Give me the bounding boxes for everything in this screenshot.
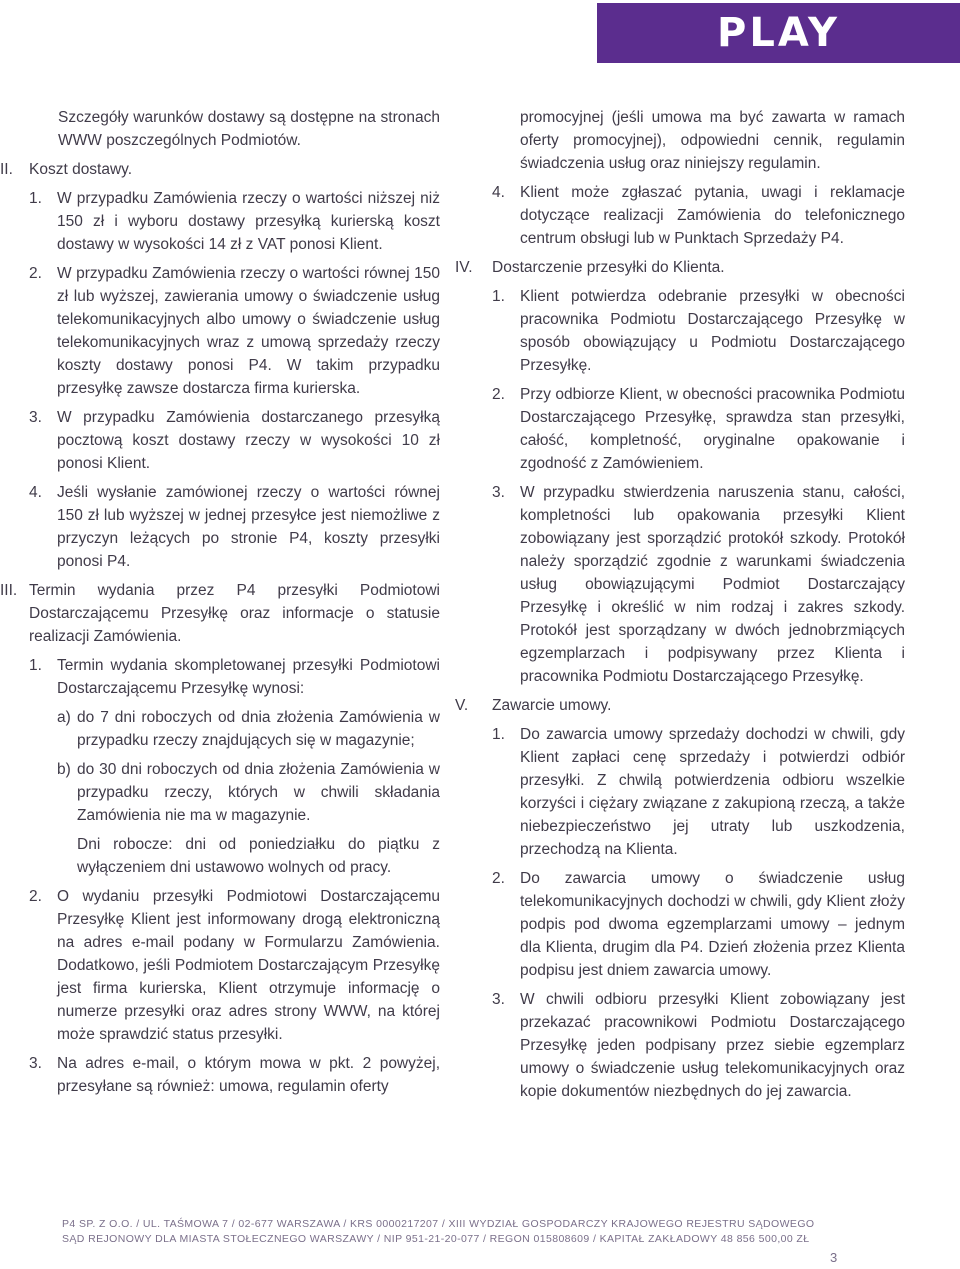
section-number: IV.	[455, 259, 473, 276]
company-footer	[62, 1217, 814, 1247]
item-number: 1.	[492, 726, 505, 743]
section-5-items	[455, 723, 905, 1103]
play-logo	[597, 3, 960, 63]
item-text: Przy odbiorze Klient, w obecności pracownika Podmiotu Dostarczającego Przesyłkę, sprawdza stan przesyłki, całość, kompletność, oryginalne opakowanie i zgodność z Zamówieniem.	[520, 386, 905, 472]
item-text: W chwili odbioru przesyłki Klient zobowiązany jest przekazać pracownikowi Podmiotu Dostarczającego Przesyłkę jeden podpisany przez siebie egzemplarz umowy o świadczenie usług telekomunikacyjnych oraz kopie dokumentów niezbędnych do jej zawarcia.	[520, 991, 905, 1100]
list-item	[492, 383, 905, 475]
item-number: 4.	[29, 484, 42, 501]
page-number: 3	[830, 1250, 838, 1265]
continued-text: promocyjnej (jeśli umowa ma być zawarta w ramach oferty promocyjnej), odpowiedni cennik, regulamin świadczenia usług oraz niniejszy regulamin.	[520, 109, 905, 172]
section-number: III.	[0, 582, 18, 599]
section-4-heading	[455, 256, 905, 279]
section-title: Zawarcie umowy.	[492, 697, 612, 714]
section-3-heading	[0, 579, 440, 648]
item-text: Termin wydania skompletowanej przesyłki Podmiotowi Dostarczającemu Przesyłkę wynosi:	[57, 657, 440, 697]
footer-line-2: SĄD REJONOWY DLA MIASTA STOŁECZNEGO WARSZAWY / NIP 951-21-20-077 / REGON 015808609 / KAPITAŁ ZAKŁADOWY 48 856 500,00 ZŁ	[62, 1233, 810, 1245]
section-2-items	[0, 187, 440, 573]
section-3-items	[0, 654, 440, 1098]
list-item	[29, 654, 440, 700]
item-text: do 7 dni roboczych od dnia złożenia Zamówienia w przypadku rzeczy znajdujących się w magazynie;	[77, 709, 440, 749]
item-number: 3.	[492, 484, 505, 501]
item-number: 1.	[29, 657, 42, 674]
item-letter: a)	[57, 709, 71, 726]
list-item	[29, 1052, 440, 1098]
section-5-heading	[455, 694, 905, 717]
section-number: II.	[0, 161, 13, 178]
item-number: 2.	[29, 265, 42, 282]
item-number: 3.	[29, 1055, 42, 1072]
item-letter: b)	[57, 761, 71, 778]
lettered-item	[57, 758, 440, 827]
item-number: 4.	[492, 184, 505, 201]
list-item	[492, 481, 905, 688]
item-number: 3.	[29, 409, 42, 426]
list-item	[29, 885, 440, 1046]
item-text: W przypadku Zamówienia rzeczy o wartości niższej niż 150 zł i wyboru dostawy przesyłką kurierską koszt dostawy w wysokości 14 zł z VAT ponosi Klient.	[57, 190, 440, 253]
section-title: Dostarczenie przesyłki do Klienta.	[492, 259, 725, 276]
list-item	[492, 988, 905, 1103]
list-item	[29, 406, 440, 475]
workdays-note	[57, 833, 440, 879]
note-text: Dni robocze: dni od poniedziałku do piątku z wyłączeniem dni ustawowo wolnych od pracy.	[77, 836, 440, 876]
item-number: 3.	[492, 991, 505, 1008]
item-text: Jeśli wysłanie zamówionej rzeczy o wartości równej 150 zł lub wyższej w jednej przesyłce jest niemożliwe z przyczyn leżących po stronie P4, koszty przesyłki ponosi P4.	[57, 484, 440, 570]
item-text: Klient może zgłaszać pytania, uwagi i reklamacje dotyczące realizacji Zamówienia do telefonicznego centrum obsługi lub w Punktach Sprzedaży P4.	[520, 184, 905, 247]
item-number: 2.	[29, 888, 42, 905]
section-2-heading	[0, 158, 440, 181]
item-number: 2.	[492, 870, 505, 887]
right-column	[455, 106, 905, 1109]
item-number: 2.	[492, 386, 505, 403]
section-number: V.	[455, 697, 469, 714]
item-number: 1.	[29, 190, 42, 207]
list-item	[29, 481, 440, 573]
item-number: 1.	[492, 288, 505, 305]
lettered-list	[29, 706, 440, 879]
left-column	[0, 106, 440, 1104]
item-text: W przypadku stwierdzenia naruszenia stanu, całości, kompletności lub opakowania przesyłki Klient zobowiązany jest sporządzić protokół szkody. Protokół należy sporządzić zgodnie z warunkami świadczenia usług obowiązującymi Podmiot Dostarczający Przesyłkę i określić w nim rodzaj i zakres szkody. Protokół jest sporządzany w dwóch jednobrzmiących egzemplarzach i podpisywany przez Klienta i pracownika Podmiotu Dostarczającego Przesyłkę.	[520, 484, 905, 685]
item-text: Do zawarcia umowy o świadczenie usług telekomunikacyjnych dochodzi w chwili, gdy Klient złoży podpis pod dwoma egzemplarzami umowy – jednym dla Klienta, drugim dla P4. Dzień złożenia przez Klienta podpisu jest dniem zawarcia umowy.	[520, 870, 905, 979]
section-title: Termin wydania przez P4 przesyłki Podmiotowi Dostarczającemu Przesyłkę oraz informacje o statusie realizacji Zamówienia.	[29, 582, 440, 645]
item-text: W przypadku Zamówienia dostarczanego przesyłką pocztową koszt dostawy rzeczy w wysokości 10 zł ponosi Klient.	[57, 409, 440, 472]
list-item	[492, 285, 905, 377]
item-text: O wydaniu przesyłki Podmiotowi Dostarczającemu Przesyłkę Klient jest informowany drogą elektroniczną na adres e-mail podany w Formularzu Zamówienia. Dodatkowo, jeśli Podmiotem Dostarczającym Przesyłkę jest firma kurierska, Klient otrzymuje informację o numerze przesyłki oraz adres strony WWW, na której może sprawdzić status przesyłki.	[57, 888, 440, 1043]
section-4-items	[455, 285, 905, 688]
item-text: Do zawarcia umowy sprzedaży dochodzi w chwili, gdy Klient zapłaci cenę sprzedaży i potwierdzi odbiór przesyłki. Z chwilą potwierdzenia odbioru wszelkie korzyści i ciężary związane z zakupioną rzeczą, a także niebezpieczeństwo jej utraty lub uszkodzenia, przechodzą na Klienta.	[520, 726, 905, 858]
list-item	[29, 262, 440, 400]
item-text: do 30 dni roboczych od dnia złożenia Zamówienia w przypadku rzeczy, których w chwili składania Zamówienia nie ma w magazynie.	[77, 761, 440, 824]
lettered-item	[57, 706, 440, 752]
list-item	[455, 181, 905, 250]
section-title: Koszt dostawy.	[29, 161, 133, 178]
footer-line-1: P4 SP. Z O.O. / UL. TAŚMOWA 7 / 02-677 WARSZAWA / KRS 0000217207 / XIII WYDZIAŁ GOSPODARCZY KRAJOWEGO REJESTRU SĄDOWEGO	[62, 1218, 815, 1230]
item-text: W przypadku Zamówienia rzeczy o wartości równej 150 zł lub wyższej, zawierania umowy o świadczenie usług telekomunikacyjnych albo umowy o świadczenie usług telekomunikacyjnych wraz z umową sprzedaży rzeczy koszty dostawy ponosi P4. W takim przypadku przesyłkę zawsze dostarcza firma kurierska.	[57, 265, 440, 397]
intro-paragraph	[0, 106, 440, 152]
intro-text: Szczegóły warunków dostawy są dostępne na stronach WWW poszczególnych Podmiotów.	[58, 109, 440, 149]
continued-paragraph	[455, 106, 905, 175]
list-item	[29, 187, 440, 256]
item-text: Na adres e-mail, o którym mowa w pkt. 2 powyżej, przesyłane są również: umowa, regulamin oferty	[57, 1055, 440, 1095]
list-item	[492, 723, 905, 861]
item-text: Klient potwierdza odebranie przesyłki w obecności pracownika Podmiotu Dostarczającego Przesyłkę w sposób obowiązujący u Podmiotu Dostarczającego Przesyłkę.	[520, 288, 905, 374]
list-item	[492, 867, 905, 982]
logo-text: PLAY	[717, 10, 840, 56]
